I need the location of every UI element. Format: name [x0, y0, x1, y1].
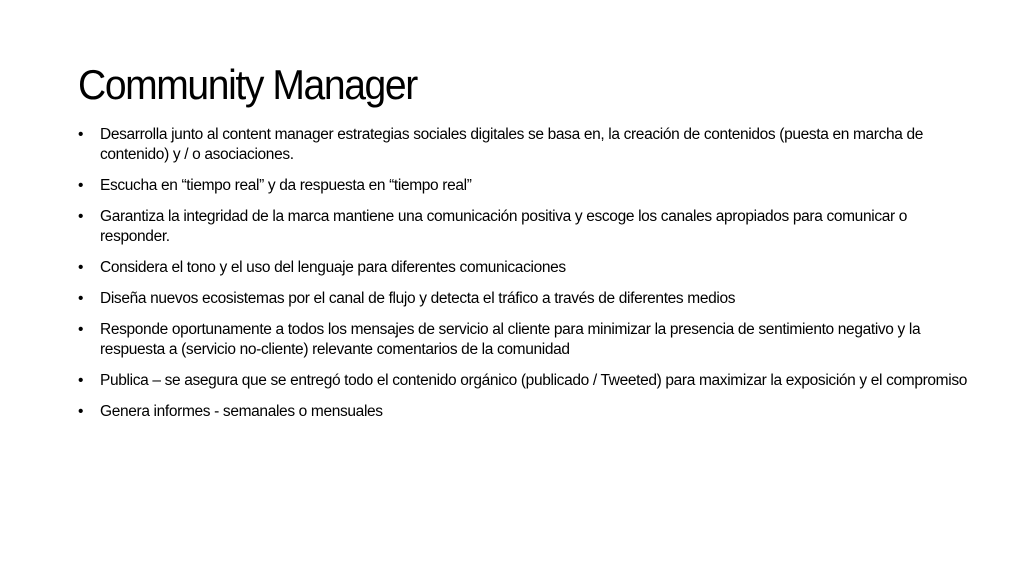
bullet-item: • Publica – se asegura que se entregó todo el contenido orgánico (publicado / Tweeted) para maximizar la exposición y el compromiso	[78, 371, 978, 391]
bullet-item: • Desarrolla junto al content manager estrategias sociales digitales se basa en, la creación de contenidos (puesta en marcha de contenido) y / o asociaciones.	[78, 125, 978, 165]
bullet-item: • Considera el tono y el uso del lenguaje para diferentes comunicaciones	[78, 258, 978, 278]
bullet-list	[78, 125, 978, 433]
bullet-item: • Escucha en “tiempo real” y da respuesta en “tiempo real”	[78, 176, 978, 196]
slide-title: Community Manager	[78, 61, 417, 108]
bullet-item: • Genera informes - semanales o mensuales	[78, 402, 978, 422]
bullet-item: • Responde oportunamente a todos los mensajes de servicio al cliente para minimizar la presencia de sentimiento negativo y la respuesta a (servicio no-cliente) relevante comentarios de la comunidad	[78, 320, 978, 360]
bullet-item: • Diseña nuevos ecosistemas por el canal de flujo y detecta el tráfico a través de diferentes medios	[78, 289, 978, 309]
bullet-item: • Garantiza la integridad de la marca mantiene una comunicación positiva y escoge los canales apropiados para comunicar o responder.	[78, 207, 978, 247]
